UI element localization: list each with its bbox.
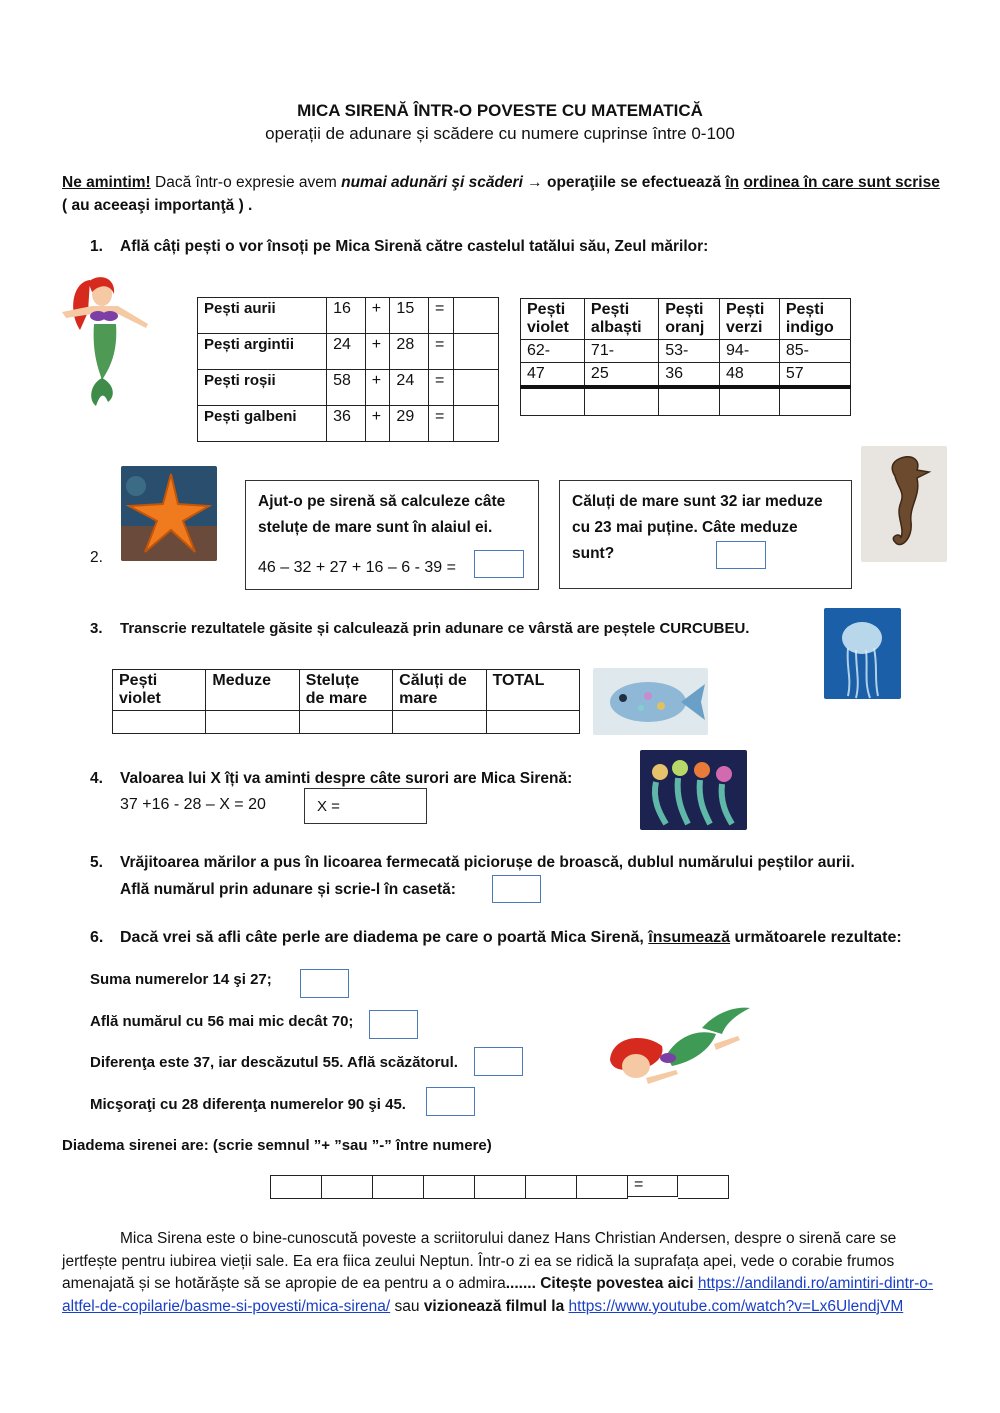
header-cell [779,299,850,340]
jellyfish-image [824,608,901,699]
story-link[interactable]: https://andilandi.ro/amintiri-dintr-o-altfel-de-copilarie/basme-si-povesti/mica-sirena/ [62,1275,934,1315]
answer-cell[interactable] [453,334,498,370]
header-cell [299,670,392,711]
q1-number: 1. [90,238,103,255]
page-title: MICA SIRENĂ ÎNTR-O POVESTE CU MATEMATICĂ [297,101,703,120]
q1-text: Află câți pești o vor însoți pe Mica Sirenă către castelul tatălui său, Zeul mărilor: [120,238,709,255]
starfish-image [121,466,217,561]
diadem-equals: = [628,1175,678,1197]
diadem-cell[interactable] [322,1175,373,1199]
subtrahend-cell: 47 [521,363,585,388]
equals-sign: = [429,406,454,442]
table-row [113,670,580,711]
addend-b: 24 [390,370,429,406]
story-text: Mica Sirena este o bine-cunoscută poveste a scriitorului danez Hans Christian Andersen, despre o sirenă care se jertfește pentru iubirea vieții sale. Ea era fiica zeului Neptun. Într-o zi ea se ridică la suprafața apei, vede o corabie frumos amenajată și se hotărăște să se apropie de ea pentru a o admira [62,1230,897,1292]
answer-cell[interactable] [453,298,498,334]
rule-in: în [725,174,740,191]
header-line: TOTAL [492,672,545,689]
q3-text: Transcrie rezultatele găsite și calculează prin adunare ce vârstă are peștele CURCUBEU. [120,620,750,637]
diadem-cell[interactable] [373,1175,424,1199]
q6-answer-2[interactable] [369,1010,418,1039]
q6-item-3: Diferenţa este 37, iar descăzutul 55. Află scăzătorul. [90,1054,458,1071]
starfish-expression: 46 – 32 + 27 + 16 – 6 - 39 = [258,559,456,576]
answer-cell[interactable] [779,387,850,416]
equals-sign: = [429,298,454,334]
diadem-label: Diadema sirenei are: (scrie semnul ”+ ”sau ”-” între numere) [62,1137,492,1154]
header-line: Pești [785,301,825,318]
header-cell [584,299,658,340]
header-line: oranj [665,319,705,336]
table-row [521,363,851,388]
q6-answer-1[interactable] [300,969,349,998]
header-cell [486,670,579,711]
mermaid-sisters-image [640,750,747,830]
minuend-cell: 62- [521,340,585,363]
addend-a: 24 [327,334,366,370]
rule-text3: ( au aceeaşi importanţă ) . [62,197,253,214]
rule-text2: operaţiile se efectuează [547,174,726,191]
q4-number: 4. [90,770,103,787]
q5-text: Vrăjitoarea mărilor a pus în licoarea fermecată piciorușe de broască, dublul numărului peștilor aurii. [120,854,855,871]
story-paragraph [62,1228,942,1318]
answer-cell[interactable] [453,370,498,406]
header-line: Pești [726,301,765,318]
answer-cell[interactable] [113,711,206,734]
table-row [521,340,851,363]
table-row [521,299,851,340]
rainbow-fish-image [593,668,708,735]
diadem-cell[interactable] [475,1175,526,1199]
page-subtitle: operații de adunare și scădere cu numere cuprinse între 0-100 [265,124,735,143]
rule-paragraph [62,171,942,217]
header-line: de mare [305,690,368,707]
x-answer-label: X = [317,798,340,815]
diadem-cell[interactable] [270,1175,322,1199]
plus-sign: + [365,334,390,370]
seahorse-problem-text: Căluți de mare sunt 32 iar meduze cu 23 mai puține. Câte meduze sunt? [572,493,823,562]
header-cell [393,670,486,711]
addition-table [197,297,499,442]
addend-a: 58 [327,370,366,406]
seahorse-image [861,446,947,562]
q6-answer-3[interactable] [474,1047,523,1076]
subtrahend-cell: 25 [584,363,658,388]
header-line: Steluțe [305,672,360,689]
video-link[interactable]: https://www.youtube.com/watch?v=Lx6UlendjVM [568,1297,904,1315]
q6-item-1: Suma numerelor 14 şi 27; [90,971,272,988]
minuend-cell: 94- [720,340,780,363]
jellyfish-answer-box[interactable] [716,541,766,569]
minuend-cell: 53- [659,340,720,363]
starfish-answer-box[interactable] [474,550,524,578]
q6-text-end: următoarele rezultate: [730,929,902,946]
rule-arrow: → [522,174,547,191]
fish-label: Pești roșii [198,370,327,406]
subtraction-table [520,298,851,416]
fish-label: Pești galbeni [198,406,327,442]
answer-cell[interactable] [521,387,585,416]
diadem-cell[interactable] [424,1175,475,1199]
table-row [198,298,499,334]
table-row [198,370,499,406]
equals-sign: = [429,370,454,406]
addend-b: 29 [390,406,429,442]
q6-emph: însumează [648,929,731,946]
diadem-row [270,1175,729,1199]
q2-number: 2. [90,549,103,566]
story-dots: ....... [505,1275,541,1292]
q5-text2: Află numărul prin adunare și scrie-l în casetă: [120,881,456,898]
fish-label: Pești aurii [198,298,327,334]
answer-cell[interactable] [453,406,498,442]
rule-emph: numai adunări şi scăderi [341,174,523,191]
table-row [198,406,499,442]
addend-a: 36 [327,406,366,442]
results-table [112,669,580,734]
frog-legs-answer-box[interactable] [492,875,541,903]
read-label: Citește povestea aici [540,1275,694,1292]
diadem-cell[interactable] [577,1175,628,1199]
answer-cell[interactable] [720,387,780,416]
header-line: verzi [726,319,763,336]
q6-answer-4[interactable] [426,1087,475,1116]
header-line: Meduze [212,672,272,689]
subtrahend-cell: 57 [779,363,850,388]
table-row [113,711,580,734]
equals-sign: = [429,334,454,370]
rule-label: Ne amintim! [62,174,151,191]
diadem-cell[interactable] [526,1175,577,1199]
header-cell [206,670,299,711]
subtrahend-cell: 48 [720,363,780,388]
q4-text: Valoarea lui X îți va aminti despre câte surori are Mica Sirenă: [120,770,573,787]
minuend-cell: 85- [779,340,850,363]
plus-sign: + [365,406,390,442]
header-line: Căluți de [399,672,467,689]
header-line: violet [119,690,161,707]
q6-item-4: Micşoraţi cu 28 diferenţa numerelor 90 şi 45. [90,1096,406,1113]
mermaid-swimming-image [606,998,756,1098]
plus-sign: + [365,370,390,406]
q5-number: 5. [90,854,103,871]
rule-order: ordinea în care sunt scrise [743,174,940,191]
header-cell [720,299,780,340]
addend-b: 15 [390,298,429,334]
answer-cell[interactable] [299,711,392,734]
seahorse-problem-box [559,480,852,589]
q6-heading [90,929,902,947]
q1-heading [90,238,708,256]
addend-b: 28 [390,334,429,370]
header-cell [659,299,720,340]
starfish-problem-box [245,480,539,590]
header-line: Pești [665,301,704,318]
answer-cell[interactable] [584,387,658,416]
answer-cell[interactable] [206,711,299,734]
q4-heading [90,770,572,788]
header-line: albaști [590,319,642,336]
watch-label: vizionează filmul la [423,1297,565,1315]
header-cell [521,299,585,340]
answer-cell[interactable] [659,387,720,416]
q6-item-2: Află numărul cu 56 mai mic decât 70; [90,1013,354,1030]
answer-cell[interactable] [393,711,486,734]
subtrahend-cell: 36 [659,363,720,388]
addend-a: 16 [327,298,366,334]
table-row [198,334,499,370]
header-line: violet [527,319,569,336]
q6-text: Dacă vrei să afli câte perle are diadema pe care o poartă Mica Sirenă, [120,929,649,946]
plus-sign: + [365,298,390,334]
rule-text1: Dacă într-o expresie avem [150,174,342,191]
header-line: Pești [527,301,566,318]
answer-cell[interactable] [486,711,579,734]
diadem-result-cell[interactable] [678,1175,729,1199]
or-text: sau [390,1297,424,1315]
q4-expression: 37 +16 - 28 – X = 20 [120,796,266,813]
minuend-cell: 71- [584,340,658,363]
q3-number: 3. [90,620,103,637]
mermaid-standing-image [60,272,152,410]
header-line: Pești [590,301,630,318]
q6-number: 6. [90,929,104,946]
header-line: mare [399,690,438,707]
starfish-problem-text: Ajut-o pe sirenă să calculeze câte steluțe de mare sunt în alaiul ei. [258,493,506,536]
header-line: indigo [785,319,834,336]
q3-heading [90,620,749,637]
table-row [521,387,851,416]
fish-label: Pești argintii [198,334,327,370]
header-line: Pești [119,672,158,689]
header-cell [113,670,206,711]
x-answer-box[interactable] [304,788,427,824]
